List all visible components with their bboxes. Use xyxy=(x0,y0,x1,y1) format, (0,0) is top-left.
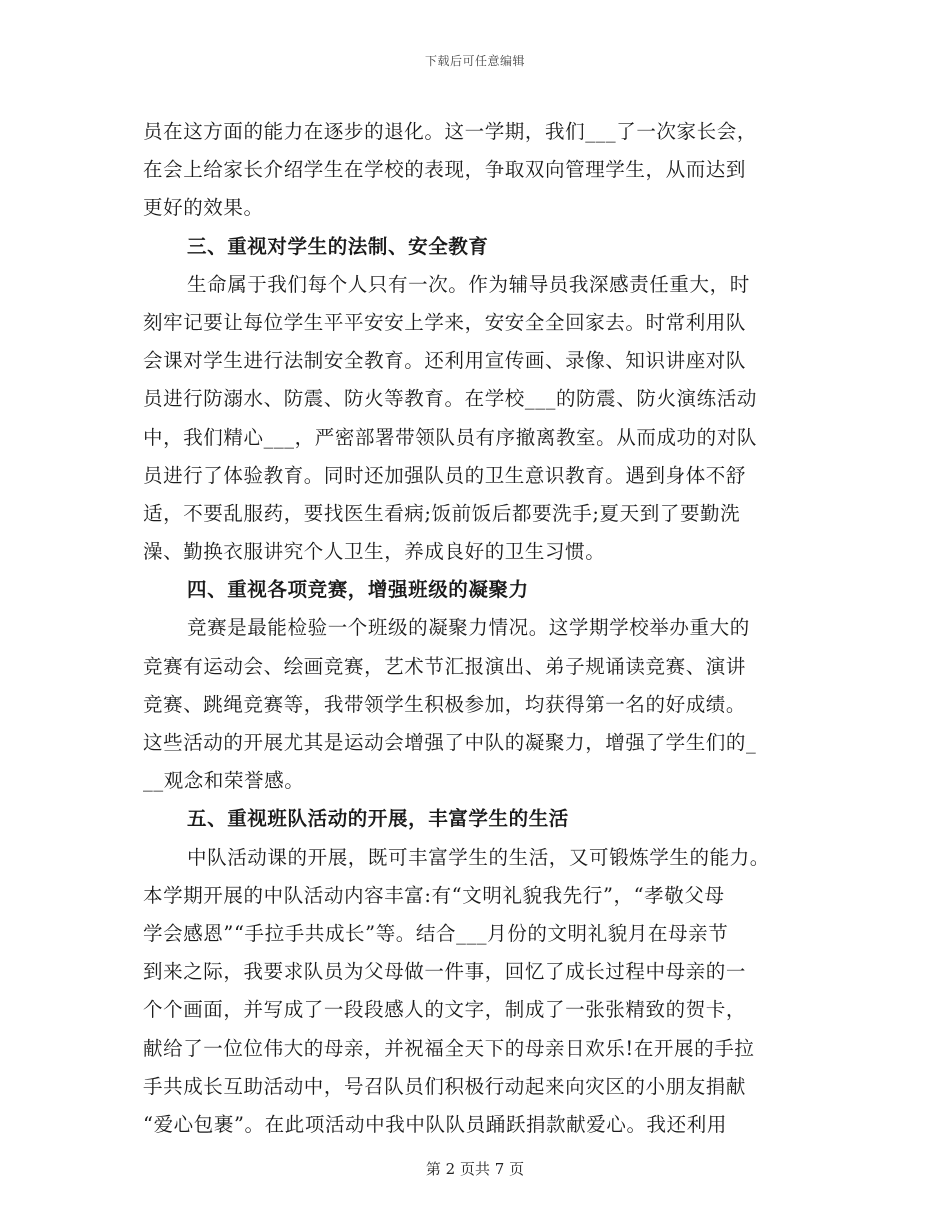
section-heading: 三、重视对学生的法制、安全教育 xyxy=(187,234,489,258)
paragraph-line: 手共成长互助活动中，号召队员们积极行动起来向灾区的小朋友捐献 xyxy=(143,1074,747,1098)
paragraph-line: 学会感恩”“手拉手共成长”等。结合___月份的文明礼貌月在母亲节 xyxy=(143,921,729,945)
paragraph-line: 刻牢记要让每位学生平平安安上学来，安安全全回家去。时常利用队 xyxy=(143,310,747,334)
paragraph-line: 个个画面，并写成了一段段感人的文字，制成了一张张精致的贺卡， xyxy=(143,998,747,1022)
paragraph-line: 献给了一位位伟大的母亲，并祝福全天下的母亲日欢乐!在开展的手拉 xyxy=(143,1036,755,1060)
paragraph-line: 竞赛、跳绳竞赛等，我带领学生积极参加，均获得第一名的好成绩。 xyxy=(143,692,747,716)
paragraph-line: 本学期开展的中队活动内容丰富:有“文明礼貌我先行”，“孝敬父母 xyxy=(143,883,725,907)
paragraph-line: 适，不要乱服药，要找医生看病;饭前饭后都要洗手;夏天到了要勤洗 xyxy=(143,501,741,525)
paragraph-line: 中，我们精心___，严密部署带领队员有序撤离教室。从而成功的对队 xyxy=(143,425,757,449)
paragraph-line: 生命属于我们每个人只有一次。作为辅导员我深感责任重大，时 xyxy=(187,272,750,296)
paragraph-line: 更好的效果。 xyxy=(143,196,264,220)
paragraph-line: 这些活动的开展尤其是运动会增强了中队的凝聚力，增强了学生们的_ xyxy=(143,731,757,754)
paragraph-line: 在会上给家长介绍学生在学校的表现，争取双向管理学生，从而达到 xyxy=(143,158,747,182)
paragraph-line: 竞赛是最能检验一个班级的凝聚力情况。这学期学校举办重大的 xyxy=(187,616,750,640)
paragraph-line: __观念和荣誉感。 xyxy=(143,769,305,793)
paragraph-line: 中队活动课的开展，既可丰富学生的生活，又可锻炼学生的能力。 xyxy=(187,845,770,869)
paragraph-line: 员进行了体验教育。同时还加强队员的卫生意识教育。遇到身体不舒 xyxy=(143,463,747,487)
paragraph-line: 竞赛有运动会、绘画竞赛，艺术节汇报演出、弟子规诵读竞赛、演讲 xyxy=(143,654,747,678)
document-body xyxy=(143,113,813,1144)
paragraph-line: 会课对学生进行法制安全教育。还利用宣传画、录像、知识讲座对队 xyxy=(143,349,747,373)
paragraph-line: “爱心包裹”。在此项活动中我中队队员踊跃捐款献爱心。我还利用 xyxy=(143,1112,727,1136)
paragraph-line: 澡、勤换衣服讲究个人卫生，养成良好的卫生习惯。 xyxy=(143,540,606,564)
paragraph-line: 员在这方面的能力在逐步的退化。这一学期，我们___了一次家长会， xyxy=(143,120,757,143)
paragraph-line: 员进行防溺水、防震、防火等教育。在学校___的防震、防火演练活动 xyxy=(143,387,757,411)
section-heading: 五、重视班队活动的开展，丰富学生的生活 xyxy=(187,807,569,831)
section-heading: 四、重视各项竞赛，增强班级的凝聚力 xyxy=(187,578,529,602)
page-number-footer: 第 2 页共 7 页 xyxy=(425,1160,525,1178)
page-header-note: 下载后可任意编辑 xyxy=(424,54,525,68)
paragraph-line: 到来之际，我要求队员为父母做一件事，回忆了成长过程中母亲的一 xyxy=(143,960,747,984)
